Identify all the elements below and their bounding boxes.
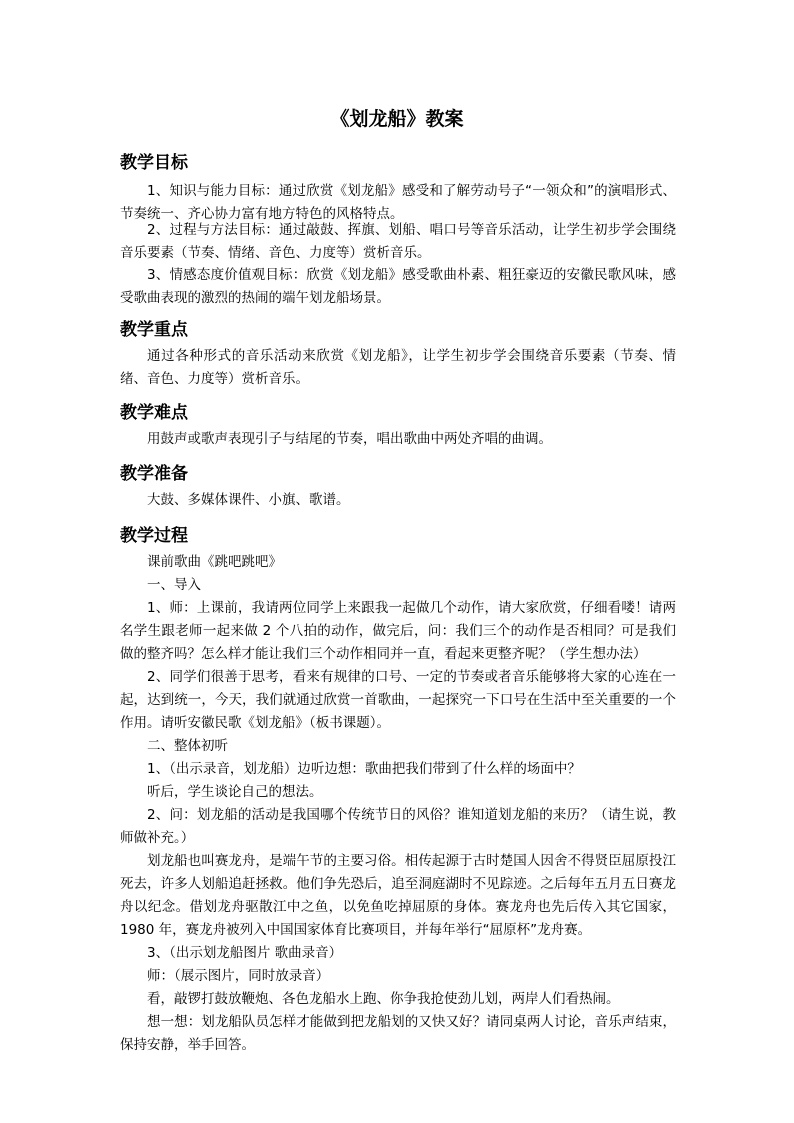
- pre-class-song: 课前歌曲《跳吧跳吧》: [147, 554, 282, 570]
- heading-difficulty: 教学难点: [120, 403, 188, 423]
- heading-process: 教学过程: [120, 526, 188, 546]
- heading-preparation: 教学准备: [120, 464, 188, 484]
- heading-key-points: 教学重点: [120, 320, 188, 340]
- dragon-boat-history: 划龙船也叫赛龙舟，是端午节的主要习俗。相传起源于古时楚国人因舍不得贤臣屈原投江死去，许多人划船追赶拯救。他们争先恐后，追至洞庭湖时不见踪迹。之后每年五月五日赛龙舟以纪念。借划龙舟驱散江中之鱼，以免鱼吃掉屈原的身体。赛龙舟也先后传入其它国家，1980 年，赛龙舟被列入中国国家体育比赛项目，并每年举行“屈原杯”龙舟赛。: [120, 853, 676, 938]
- process-paragraph-8: 师：（展示图片，同时放录音）: [147, 968, 330, 984]
- process-paragraph-1: 1、师：上课前，我请两位同学上来跟我一起做几个动作，请大家欣赏，仔细看喽！请两名学生跟老师一起来做 2 个八拍的动作，做完后，问：我们三个的动作是否相同？可是我们做的整齐吗？怎么样才能让我们三个动作相同并一直，看起来更整齐呢？（学生想办法）: [120, 600, 676, 662]
- goal-item-1: 1、知识与能力目标：通过欣赏《划龙船》感受和了解劳动号子“一领众和”的演唱形式、节奏统一、齐心协力富有地方特色的风格特点。: [120, 183, 676, 222]
- goal-item-3: 3、情感态度价值观目标：欣赏《划龙船》感受歌曲朴素、粗狂豪迈的安徽民歌风味，感受歌曲表现的激烈的热闹的端午划龙船场景。: [120, 267, 676, 306]
- process-paragraph-2: 2、同学们很善于思考，看来有规律的口号、一定的节奏或者音乐能够将大家的心连在一起，达到统一，今天，我们就通过欣赏一首歌曲，一起探究一下口号在生活中至关重要的一个作用。请听安徽民歌《划龙船》（板书课题）。: [120, 669, 676, 731]
- process-paragraph-4: 听后，学生谈论自己的想法。: [147, 784, 323, 800]
- process-paragraph-3: 1、（出示录音，划龙船）边听边想：歌曲把我们带到了什么样的场面中？: [147, 761, 581, 777]
- part2-heading: 二、整体初听: [147, 738, 228, 754]
- process-paragraph-9: 看，敲锣打鼓放鞭炮、各色龙船水上跑、你争我抢使劲儿划，两岸人们看热闹。: [147, 991, 620, 1007]
- heading-goals: 教学目标: [120, 153, 188, 173]
- key-points-text: 通过各种形式的音乐活动来欣赏《划龙船》，让学生初步学会围绕音乐要素（节奏、情绪、音色、力度等）赏析音乐。: [120, 348, 676, 387]
- preparation-text: 大鼓、多媒体课件、小旗、歌谱。: [147, 492, 350, 508]
- process-paragraph-10: 想一想：划龙船队员怎样才能做到把龙船划的又快又好？请同桌两人讨论，音乐声结束，保持安静，举手回答。: [120, 1014, 676, 1053]
- document-title: 《划龙船》教案: [330, 108, 464, 130]
- process-paragraph-5: 2、问：划龙船的活动是我国哪个传统节日的风俗？谁知道划龙船的来历？（请生说，教师做补充。）: [120, 807, 676, 846]
- difficulty-text: 用鼓声或歌声表现引子与结尾的节奏，唱出歌曲中两处齐唱的曲调。: [147, 431, 552, 447]
- part1-heading: 一、导入: [147, 577, 201, 593]
- goal-item-2: 2、过程与方法目标：通过敲鼓、挥旗、划船、唱口号等音乐活动，让学生初步学会围绕音乐要素（节奏、情绪、音色、力度等）赏析音乐。: [120, 222, 676, 261]
- process-paragraph-7: 3、（出示划龙船图片 歌曲录音）: [147, 945, 343, 961]
